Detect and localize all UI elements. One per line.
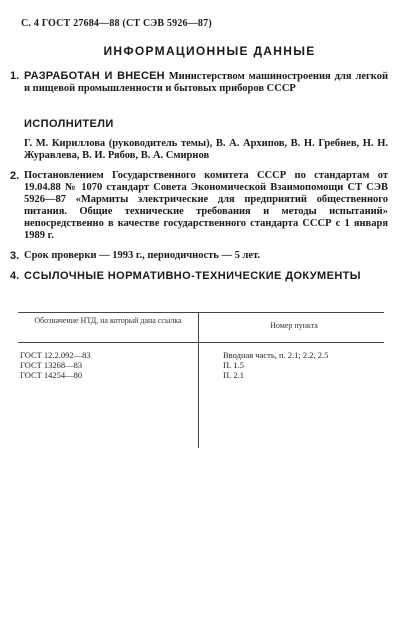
table-cell: Вводная часть, п. 2.1; 2.2, 2.5	[223, 350, 329, 360]
section-body	[24, 70, 388, 95]
section-heading: ССЫЛОЧНЫЕ НОРМАТИВНО-ТЕХНИЧЕСКИЕ ДОКУМЕНТЫ	[24, 270, 361, 282]
table-cell: П. 2.1	[223, 370, 245, 380]
table-header-rule	[18, 342, 384, 343]
table-top-rule	[18, 312, 384, 313]
section-3	[10, 250, 388, 262]
section-text: Министерством машиностроения для легкой и пищевой промышленности и бытовых приборов СССР	[24, 71, 389, 94]
section-4	[10, 270, 388, 282]
page-title: ИНФОРМАЦИОННЫЕ ДАННЫЕ	[103, 44, 316, 58]
section-text: Срок проверки — 1993 г., периодичность — 5 лет.	[24, 250, 260, 261]
column-header-ntd: Обозначение НТД, на который дана ссылка	[34, 316, 182, 325]
performers-heading: ИСПОЛНИТЕЛИ	[24, 118, 114, 130]
reference-table	[18, 312, 384, 448]
table-cell: ГОСТ 14254—80	[20, 370, 83, 380]
section-number: 2.	[10, 170, 20, 182]
page-header: С. 4 ГОСТ 27684—88 (СТ СЭВ 5926—87)	[21, 18, 212, 29]
table-cell: ГОСТ 12.2.092—83	[20, 350, 91, 360]
column-clause	[223, 350, 328, 380]
section-number: 4.	[10, 270, 20, 282]
table-cell: П. 1.5	[223, 360, 245, 370]
table-cell: ГОСТ 13268—83	[20, 360, 83, 370]
section-2	[10, 170, 388, 242]
table-column-divider	[198, 312, 199, 448]
column-ntd	[20, 350, 91, 380]
section-number: 3.	[10, 250, 20, 262]
section-1	[10, 70, 388, 95]
section-text: Постановлением Государственного комитета СССР по стандартам от 19.04.88 № 1070 стандарт Совета Экономической Взаимопомощи СТ СЭВ 5926—87 «Мармиты электрические для предприятий общественного питания. Общие технические требования и методы испытаний» непосредственно в качестве государственного стандарта СССР с 1 января 1989 г.	[24, 170, 388, 241]
section-lead: РАЗРАБОТАН И ВНЕСЕН	[24, 70, 165, 82]
column-header-clause: Номер пункта	[270, 321, 318, 330]
performers-list: Г. М. Кириллова (руководитель темы), В. А. Архипов, В. Н. Гребнев, Н. Н. Журавлева, В. И. Рябов, В. А. Смирнов	[24, 138, 388, 161]
section-number: 1.	[10, 70, 20, 82]
